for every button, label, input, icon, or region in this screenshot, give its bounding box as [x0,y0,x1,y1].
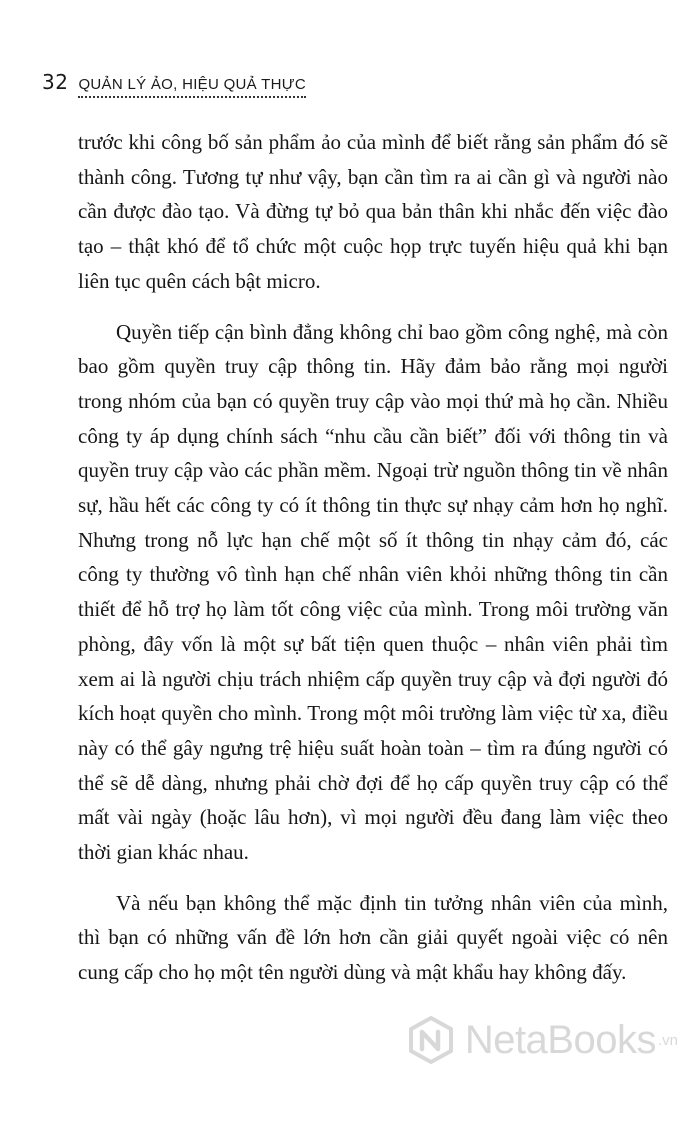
page-number: 32 [42,70,69,94]
book-title: QUẢN LÝ ẢO, HIỆU QUẢ THỰC [78,76,306,98]
watermark-text: NetaBooks [464,1017,656,1062]
running-header [42,70,306,98]
paragraph-2: Quyền tiếp cận bình đẳng không chỉ bao gồm công nghệ, mà còn bao gồm quyền truy cập thông tin. Hãy đảm bảo rằng mọi người trong nhóm của bạn có quyền truy cập vào mọi thứ mà họ cần. Nhiều công ty áp dụng chính sách “nhu cầu cần biết” đối với thông tin và quyền truy cập vào các phần mềm. Ngoại trừ nguồn thông tin về nhân sự, hầu hết các công ty có ít thông tin thực sự nhạy cảm hơn họ nghĩ. Nhưng trong nỗ lực hạn chế một số ít thông tin nhạy cảm đó, các công ty thường vô tình hạn chế nhân viên khỏi những thông tin cần thiết để hỗ trợ họ làm tốt công việc của mình. Trong môi trường văn phòng, đây vốn là một sự bất tiện quen thuộc – nhân viên phải tìm xem ai là người chịu trách nhiệm cấp quyền truy cập và đợi người đó kích hoạt quyền cho mình. Trong một môi trường làm việc từ xa, điều này có thể gây ngưng trệ hiệu suất hoàn toàn – tìm ra đúng người có thể sẽ dễ dàng, nhưng phải chờ đợi để họ cấp quyền truy cập có thể mất vài ngày (hoặc lâu hơn), vì mọi người đều đang làm việc theo thời gian khác nhau. [78,319,668,865]
paragraph-3: Và nếu bạn không thể mặc định tin tưởng nhân viên của mình, thì bạn có những vấn đề lớn hơn cần giải quyết ngoài việc có nên cung cấp cho họ một tên người dùng và mật khẩu hay không đấy. [78,890,668,985]
watermark [405,1014,678,1066]
netabooks-logo-icon [405,1014,457,1066]
paragraph-1: trước khi công bố sản phẩm ảo của mình để biết rằng sản phẩm đó sẽ thành công. Tương tự như vậy, bạn cần tìm ra ai cần gì và người nào cần được đào tạo. Và đừng tự bỏ qua bản thân khi nhắc đến việc đào tạo – thật khó để tổ chức một cuộc họp trực tuyến hiệu quả khi bạn liên tục quên cách bật micro. [78,130,668,293]
watermark-suffix: .vn [657,1031,678,1049]
body-text [78,125,668,1006]
